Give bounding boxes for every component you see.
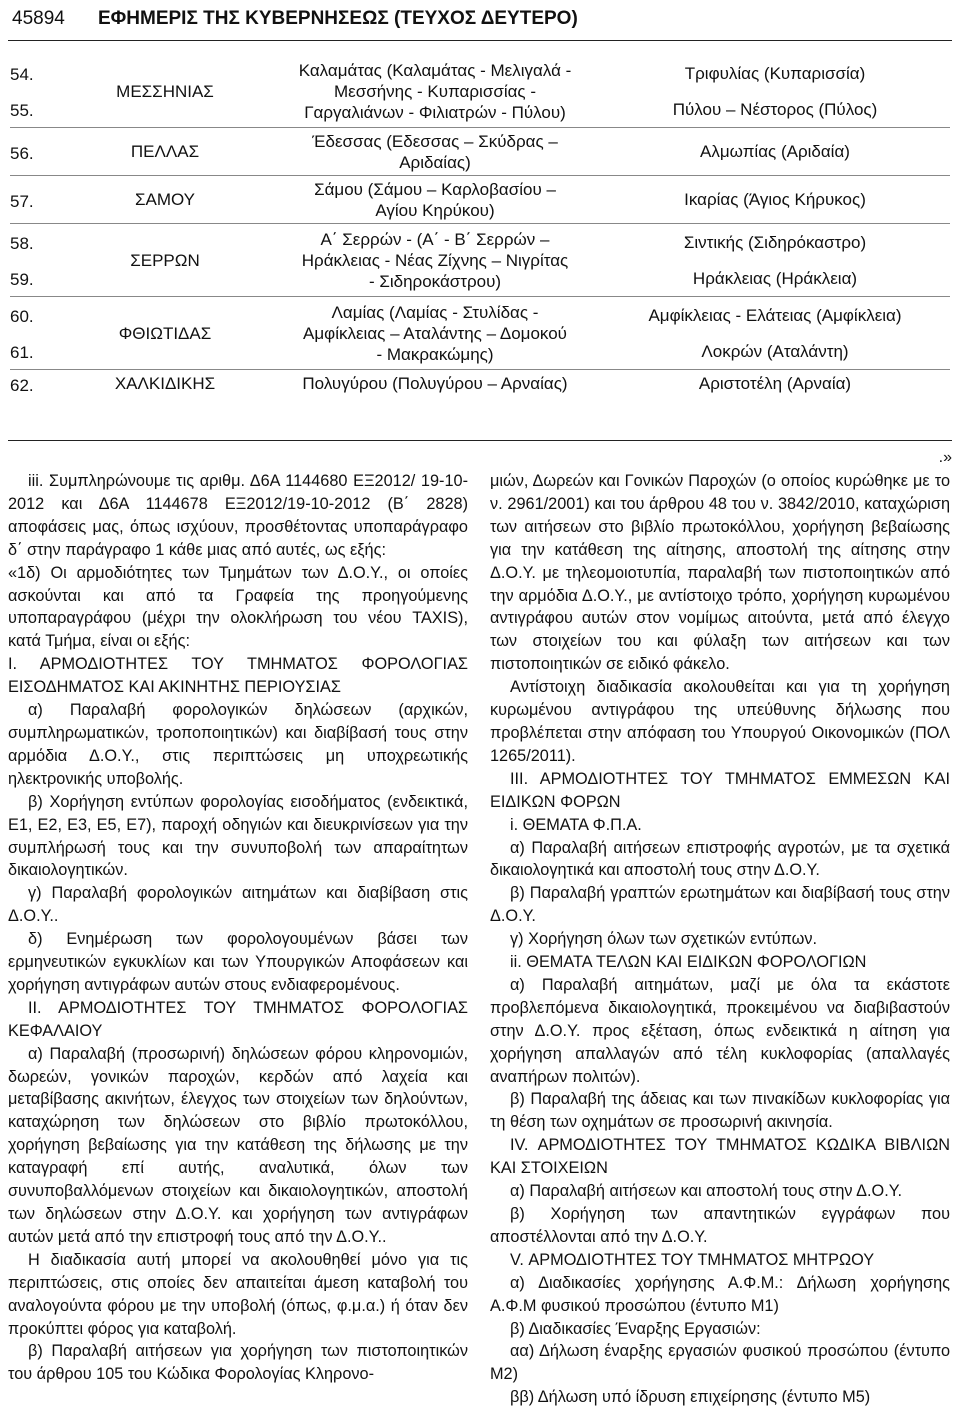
paragraph: β) Χορήγηση εντύπων φορολογίας εισοδήματος (ενδεικτικά, Ε1, Ε2, Ε3, Ε5, Ε7), παροχή οδηγιών και διευκρινίσεων για την συμπλήρωσή τους και την συνυποβολή των απαραίτητων δικαιολογητικών. <box>8 792 468 880</box>
municipality-line: - Μακρακώμης) <box>376 344 494 364</box>
row-number: 58. <box>10 224 60 261</box>
left-column <box>8 470 468 1386</box>
paragraph: β) Παραλαβή της άδειας και των πινακίδων κυκλοφορίας για τη θέση των οχημάτων σε προσωρινή ακινησία. <box>490 1090 950 1132</box>
paragraph: α) Παραλαβή αιτημάτων, μαζί με όλα τα εκάστοτε προβλεπόμενα δικαιολογητικά, προκειμένου να διαβιβαστούν στην Δ.Ο.Υ. προς εξέταση, όπως ενδεικτικά η αίτηση για χορήγηση απαλλαγών από τέλη κυκλοφορίας (απαλλαγές αναπήρων πολιτών). <box>490 975 950 1086</box>
municipality-cell <box>270 224 600 297</box>
paragraph: Αντίστοιχη διαδικασία ακολουθείται και για τη χορήγηση κυρωμένου αντιγράφου της υπεύθυνης δήλωσης που προβλέπεται στην απόφαση του Υπουργού Οικονομικών (ΠΟΛ 1265/2011). <box>490 678 950 765</box>
row-number: 56. <box>10 128 60 176</box>
unit-cell: Ηράκλειας (Ηράκλεια) <box>692 268 858 288</box>
paragraph: α) Παραλαβή αιτήσεων επιστροφής αγροτών, με τα σχετικά δικαιολογητικά και αποστολή τους στην Δ.Ο.Υ. <box>490 838 950 880</box>
right-column <box>490 470 950 1409</box>
paragraph: «1δ) Οι αρμοδιότητες των Τμημάτων των Δ.Ο.Υ., οι οποίες ασκούνται και από τα Γραφεία της προηγούμενης υποπαραγράφου (μέχρι την ολοκλήρωση του νέου TAXIS), κατά Τμήμα, είναι οι εξής: <box>8 563 468 651</box>
paragraph: IV. ΑΡΜΟΔΙΟΤΗΤΕΣ ΤΟΥ ΤΜΗΜΑΤΟΣ ΚΩΔΙΚΑ ΒΙΒΛΙΩΝ ΚΑΙ ΣΤΟΙΧΕΙΩΝ <box>490 1136 950 1178</box>
unit-cell: Τριφυλίας (Κυπαρισσία) <box>684 63 866 83</box>
row-number: 54. <box>10 65 34 84</box>
municipality-line: Καλαμάτας (Καλαμάτας - Μελιγαλά - <box>298 60 572 80</box>
table-row <box>10 55 950 91</box>
paragraph: αα) Δήλωση έναρξης εργασιών φυσικού προσώπου (έντυπο Μ2) <box>490 1342 950 1384</box>
paragraph: γ) Παραλαβή φορολογικών αιτημάτων και διαβίβαση στις Δ.Ο.Υ.. <box>8 884 468 926</box>
paragraph: μιών, Δωρεών και Γονικών Παροχών (ο οποίος κυρώθηκε με το ν. 2961/2001) και του άρθρου 48 του ν. 3842/2010, καταχώριση των αιτήσεων στο βιβλίο πρωτοκόλλου, χορήγηση βεβαίωσης για την κατάθεση της αίτησης, αποστολή της αίτησης στην Δ.Ο.Υ. με τηλεομοιοτυπία, παραλαβή των πιστοποιητικών από την αρμόδια Δ.Ο.Υ., με αντίστοιχο τρόπο, χορήγηση κυρωμένου αντιγράφου αυτών στον νομίμως αιτούντα, μετά από έλεγχο των στοιχείων του και φύλαξη των αιτήσεων και των πιστοποιητικών σε ειδικό φάκελο. <box>490 472 950 674</box>
municipality-line: Αριδαίας) <box>399 152 471 172</box>
page-number: 45894 <box>12 8 65 29</box>
paragraph: β) Παραλαβή αιτήσεων για χορήγηση των πιστοποιητικών του άρθρου 105 του Κώδικα Φορολογίας Κληρονο- <box>8 1342 468 1384</box>
row-number: 60. <box>10 297 60 334</box>
municipality-line: Λαμίας (Λαμίας - Στυλίδας - <box>331 302 539 322</box>
paragraph: γ) Χορήγηση όλων των σχετικών εντύπων. <box>510 930 818 949</box>
paragraph: α) Διαδικασίες χορήγησης Α.Φ.Μ.: Δήλωση χορήγησης Α.Φ.Μ φυσικού προσώπου (έντυπο Μ1) <box>490 1273 950 1315</box>
units-table <box>10 55 950 397</box>
paragraph: ββ) Δήλωση υπό ίδρυση επιχείρησης (έντυπο Μ5) <box>510 1388 871 1407</box>
prefecture-cell: ΧΑΛΚΙΔΙΚΗΣ <box>60 370 270 398</box>
row-number: 62. <box>10 370 60 398</box>
municipality-cell <box>270 297 600 370</box>
header-rule <box>8 40 952 41</box>
paragraph: V. ΑΡΜΟΔΙΟΤΗΤΕΣ ΤΟΥ ΤΜΗΜΑΤΟΣ ΜΗΤΡΩΟΥ <box>510 1250 875 1269</box>
municipality-line: Ηράκλειας - Νέας Ζίχνης – Νιγρίτας <box>301 250 569 270</box>
paragraph: α) Παραλαβή (προσωρινή) δηλώσεων φόρου κληρονομιών, δωρεών, γονικών παροχών, κερδών από λαχεία και μεταβίβασης ακινήτων, έλεγχος των στοιχείων των δηλούντων, καταχώρηση των δηλώσεων στο βιβλίο πρωτοκόλλου, χορήγηση βεβαίωσης για την κατάθεση της δήλωσης με την καταγραφή επί αυτής, αναλυτικά, όλων των συνυποβαλλόμενων στοιχείων και δικαιολογητικών, αποστολή των δηλώσεων στην Δ.Ο.Υ. και χορήγηση των αντιγράφων αυτών μετά από την επιστροφή τους από την Δ.Ο.Υ.. <box>8 1044 468 1246</box>
municipality-cell <box>270 128 600 176</box>
prefecture-cell: ΣΑΜΟΥ <box>60 176 270 224</box>
paragraph: α) Παραλαβή αιτήσεων και αποστολή τους στην Δ.Ο.Υ. <box>510 1182 903 1201</box>
table-bottom-rule <box>8 440 952 441</box>
municipality-line: Πολυγύρου (Πολυγύρου – Αρναίας) <box>302 374 568 393</box>
municipality-line: Σάμου (Σάμου – Καρλοβασίου – <box>314 179 556 199</box>
paragraph: β) Παραλαβή γραπτών ερωτημάτων και διαβίβασή τους στην Δ.Ο.Υ. <box>490 884 950 926</box>
gazette-title: ΕΦΗΜΕΡΙΣ ΤΗΣ ΚΥΒΕΡΝΗΣΕΩΣ (ΤΕΥΧΟΣ ΔΕΥΤΕΡΟ) <box>98 8 578 29</box>
municipality-line: Μεσσήνης - Κυπαρισσίας - <box>334 81 536 101</box>
paragraph: iii. Συμπληρώνουμε τις αριθμ. Δ6Α 1144680 ΕΞ2012/ 19-10-2012 και Δ6Α 1144678 ΕΞ2012/19-10-2012 (Β΄ 2828) αποφάσεις μας, όπως ισχύουν, προσθέτοντας υποπαράγραφο δ΄ στην παράγραφο 1 κάθε μιας από αυτές, ως εξής: <box>8 472 468 559</box>
paragraph: i. ΘΕΜΑΤΑ Φ.Π.Α. <box>510 815 642 834</box>
paragraph: δ) Ενημέρωση των φορολογουμένων βάσει των ερμηνευτικών εγκυκλίων και των Υπουργικών Αποφάσεων και χορήγηση αντιγράφων αυτών στους ενδιαφερομένους. <box>8 930 468 994</box>
prefecture-cell: ΠΕΛΛΑΣ <box>60 128 270 176</box>
municipality-line: Γαργαλιάνων - Φιλιατρών - Πύλου) <box>304 102 566 122</box>
paragraph: ΙΙΙ. ΑΡΜΟΔΙΟΤΗΤΕΣ ΤΟΥ ΤΜΗΜΑΤΟΣ ΕΜΜΕΣΩΝ ΚΑΙ ΕΙΔΙΚΩΝ ΦΟΡΩΝ <box>490 769 950 811</box>
unit-cell: Ικαρίας (Άγιος Κήρυκος) <box>600 176 950 224</box>
municipality-line: Αγίου Κηρύκου) <box>375 200 495 220</box>
row-number: 57. <box>10 176 60 224</box>
paragraph: β) Διαδικασίες Έναρξης Εργασιών: <box>510 1319 761 1338</box>
prefecture-cell: ΜΕΣΣΗΝΙΑΣ <box>116 81 214 101</box>
paragraph: ΙΙ. ΑΡΜΟΔΙΟΤΗΤΕΣ ΤΟΥ ΤΜΗΜΑΤΟΣ ΦΟΡΟΛΟΓΙΑΣ ΚΕΦΑΛΑΙΟΥ <box>8 998 468 1040</box>
paragraph: Ι. ΑΡΜΟΔΙΟΤΗΤΕΣ ΤΟΥ ΤΜΗΜΑΤΟΣ ΦΟΡΟΛΟΓΙΑΣ ΕΙΣΟΔΗΜΑΤΟΣ ΚΑΙ ΑΚΙΝΗΤΗΣ ΠΕΡΙΟΥΣΙΑΣ <box>8 655 468 697</box>
row-number: 61. <box>10 343 34 362</box>
row-number: 59. <box>10 270 34 289</box>
table-row <box>10 128 950 176</box>
municipality-cell <box>270 176 600 224</box>
table-row <box>10 297 950 334</box>
end-quote: .» <box>938 449 952 466</box>
municipality-line: - Σιδηροκάστρου) <box>368 271 502 291</box>
table-row <box>10 224 950 261</box>
municipality-cell <box>270 370 600 398</box>
paragraph: β) Χορήγηση των απαντητικών εγγράφων που αποστέλλονται από την Δ.Ο.Υ. <box>490 1205 950 1246</box>
prefecture-cell: ΦΘΙΩΤΙΔΑΣ <box>60 297 270 370</box>
unit-cell: Αμφίκλειας - Ελάτειας (Αμφίκλεια) <box>600 297 950 334</box>
row-number: 55. <box>10 101 34 120</box>
page-header <box>8 6 952 36</box>
paragraph: α) Παραλαβή φορολογικών δηλώσεων (αρχικών, συμπληρωματικών, τροποποιητικών) και διαβίβασή τους στην αρμόδια Δ.Ο.Υ., στις περιπτώσεις μη υποχρεωτικής ηλεκτρονικής υποβολής. <box>8 701 468 788</box>
unit-cell: Σιντικής (Σιδηρόκαστρο) <box>600 224 950 261</box>
municipality-cell <box>270 55 600 128</box>
table-row <box>10 176 950 224</box>
prefecture-cell: ΣΕΡΡΩΝ <box>60 224 270 297</box>
municipality-line: Α΄ Σερρών - (Α΄ - Β΄ Σερρών – <box>320 229 550 249</box>
municipality-line: Έδεσσας (Εδεσσας – Σκύδρας – <box>312 131 558 151</box>
table-row <box>10 370 950 398</box>
unit-cell: Πύλου – Νέστορος (Πύλος) <box>672 99 878 119</box>
municipality-line: Αμφίκλειας – Αταλάντης – Δομοκού <box>303 323 567 343</box>
unit-cell: Αλμωπίας (Αριδαία) <box>600 128 950 176</box>
unit-cell: Αριστοτέλη (Αρναία) <box>600 370 950 398</box>
paragraph: Η διαδικασία αυτή μπορεί να ακολουθηθεί μόνο για τις περιπτώσεις, στις οποίες δεν απαιτείται άμεση καταβολή του αναλογούντα φόρου με την υποβολή (όπως, φ.μ.α.) ή όταν δεν προκύπτει φόρος για καταβολή. <box>8 1250 468 1338</box>
unit-cell: Λοκρών (Αταλάντη) <box>701 341 849 361</box>
paragraph: ii. ΘΕΜΑΤΑ ΤΕΛΩΝ ΚΑΙ ΕΙΔΙΚΩΝ ΦΟΡΟΛΟΓΙΩΝ <box>510 953 867 972</box>
